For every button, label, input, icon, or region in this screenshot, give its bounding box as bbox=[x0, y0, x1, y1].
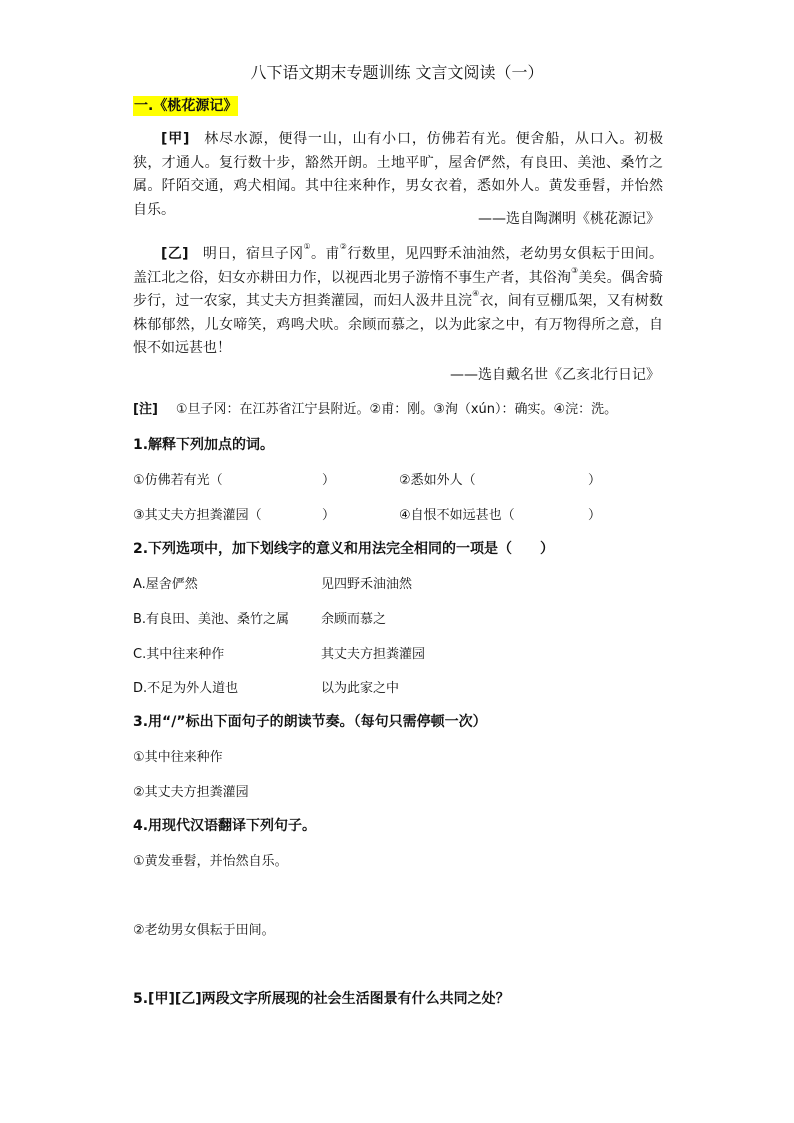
q1-item-d-close: ） bbox=[588, 508, 602, 523]
q2-option-a-right: 见四野禾油油然 bbox=[321, 577, 413, 592]
question-3-title: 3.用“/”标出下面句子的朗读节奏。（每句只需停顿一次） bbox=[133, 714, 487, 730]
question-1-title: 1.解释下列加点的词。 bbox=[133, 437, 275, 453]
q1-item-b-close: ） bbox=[588, 473, 602, 488]
passage-yi-source: ——选自戴名世《乙亥北行日记》 bbox=[450, 367, 660, 383]
q4-item-1: ①黄发垂髫，并怡然自乐。 bbox=[133, 854, 288, 869]
q1-item-b: ②悉如外人（ bbox=[399, 473, 476, 488]
q3-item-2: ②其丈夫方担粪灌园 bbox=[133, 785, 249, 800]
passage-tag-jia: [甲] bbox=[161, 131, 190, 147]
passage-yi-text-2: 。甫 bbox=[311, 246, 340, 262]
passage-jia-source: ——选自陶渊明《桃花源记》 bbox=[478, 211, 660, 227]
passage-jia-text: 林尽水源，便得一山，山有小口，仿佛若有光。便舍船，从口入。初极狭，才通人。复行数十步，豁然开朗。土地平旷，屋舍俨然，有良田、美池、桑竹之属。阡陌交通，鸡犬相闻。其中往来种作，男女衣着，悉如外人。黄发垂髫，并怡然自乐。 bbox=[133, 131, 664, 218]
q1-item-c: ③其丈夫方担粪灌园（ bbox=[133, 508, 262, 523]
q2-option-b-right: 余顾而慕之 bbox=[321, 612, 387, 627]
footnote-marker-1: ① bbox=[303, 242, 312, 251]
q2-option-d-left: D.不足为外人道也 bbox=[133, 681, 239, 696]
page-title: 八下语文期末专题训练 文言文阅读（一） bbox=[250, 63, 544, 82]
q4-item-2: ②老幼男女俱耘于田间。 bbox=[133, 923, 275, 938]
section-heading: 一.《桃花源记》 bbox=[134, 98, 238, 114]
q1-item-d: ④自恨不如远甚也（ bbox=[399, 508, 515, 523]
question-5-title: 5.[甲][乙]两段文字所展现的社会生活图景有什么共同之处？ bbox=[133, 991, 510, 1007]
q1-item-a-close: ） bbox=[322, 473, 336, 488]
question-2-title: 2.下列选项中，加下划线字的意义和用法完全相同的一项是（ ） bbox=[133, 541, 555, 557]
passage-yi-text-5: 衣，间有豆棚瓜架，又有树数株郁郁然，儿女啼笑，鸡鸣犬吠。余顾而慕之，以为此家之中，有万物得所之意，自恨不如远甚也！ bbox=[133, 293, 664, 356]
note-text: ①旦子冈：在江苏省江宁县附近。②甫：刚。③洵（xún）：确实。④浣：洗。 bbox=[175, 402, 618, 417]
q1-item-c-close: ） bbox=[322, 508, 336, 523]
passage-yi-text-4: 美矣。偶舍骑步行，过一农家，其丈夫方担粪灌园，而妇人汲井且浣 bbox=[133, 269, 664, 309]
footnote-marker-4: ④ bbox=[472, 289, 480, 298]
footnote-marker-2: ② bbox=[339, 242, 348, 251]
passage-yi bbox=[133, 243, 663, 361]
passage-yi-text-3: 行数里，见四野禾油油然，老幼男女俱耘于田间。盖江北之俗，妇女亦耕田力作，以视西北男子游惰不事生产者，其俗洵 bbox=[133, 246, 664, 286]
q2-option-b-left: B.有良田、美池、桑竹之属 bbox=[133, 612, 290, 627]
q2-option-c-left: C.其中往来种作 bbox=[133, 647, 225, 662]
q2-option-d-right: 以为此家之中 bbox=[321, 681, 400, 696]
question-4-title: 4.用现代汉语翻译下列句子。 bbox=[133, 818, 317, 834]
q2-option-a-left: A.屋舍俨然 bbox=[133, 577, 198, 592]
q1-item-a: ①仿佛若有光（ bbox=[133, 473, 223, 488]
passage-yi-text-1: 明日，宿旦子冈 bbox=[202, 246, 304, 262]
footnote-marker-3: ③ bbox=[571, 265, 579, 275]
note-tag: [注] bbox=[133, 402, 158, 417]
passage-tag-yi: [乙] bbox=[161, 246, 189, 262]
q2-option-c-right: 其丈夫方担粪灌园 bbox=[321, 647, 426, 662]
annotation-note bbox=[133, 398, 617, 417]
q3-item-1: ①其中往来种作 bbox=[133, 750, 223, 765]
